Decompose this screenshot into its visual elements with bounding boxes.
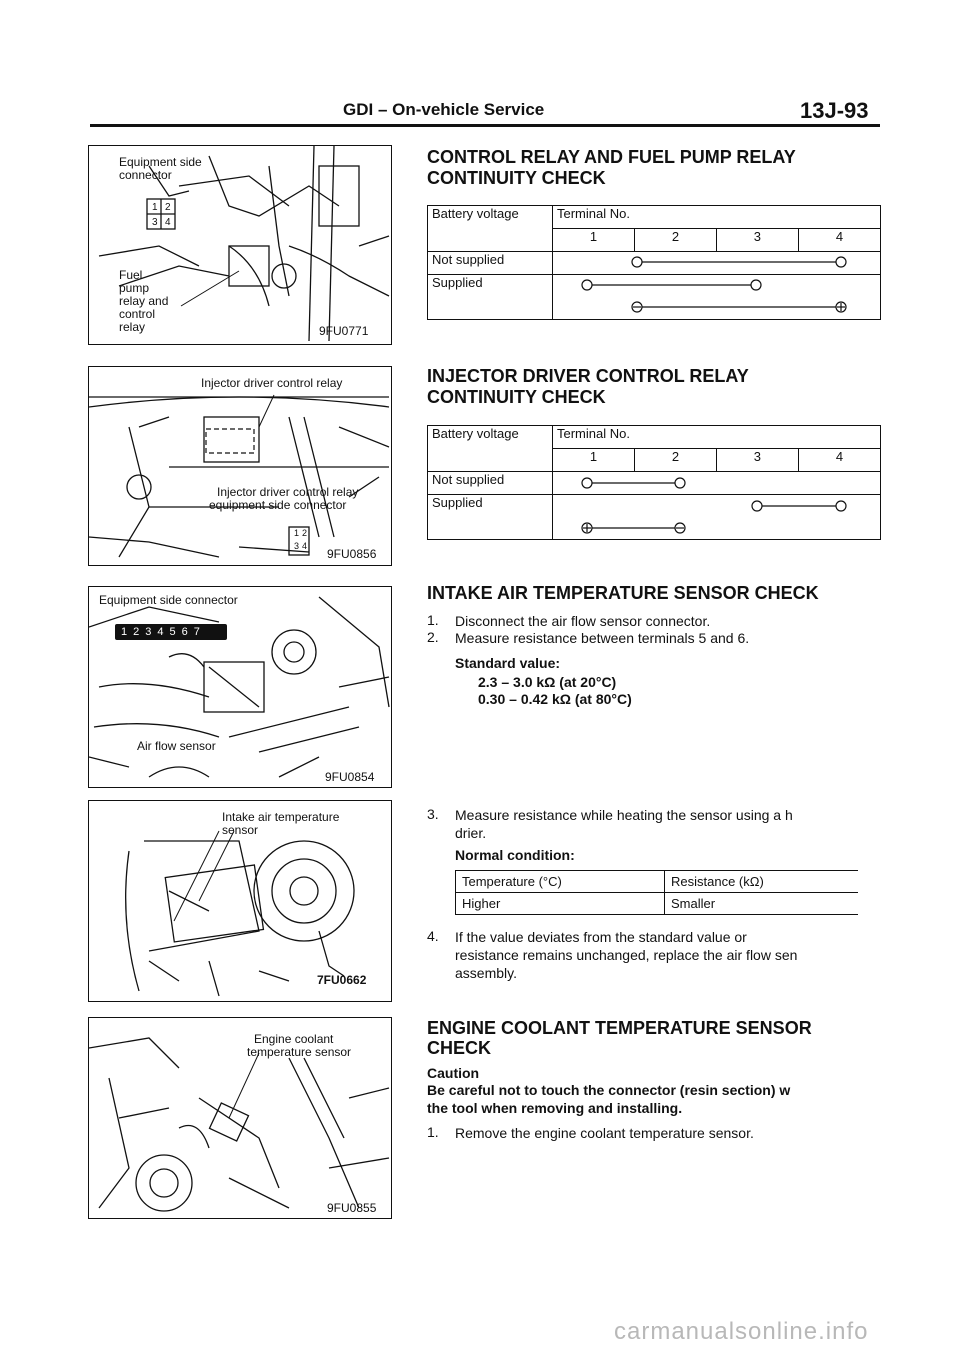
connector-pin: 3 xyxy=(152,217,158,228)
injector-relay-illustration xyxy=(89,367,391,565)
page-header-title: GDI – On-vehicle Service xyxy=(343,100,545,119)
step-number: 4. xyxy=(427,928,439,944)
table-cell: Smaller xyxy=(665,893,859,915)
section-title: CONTINUITY CHECK xyxy=(427,387,606,407)
step-number: 1. xyxy=(427,612,439,628)
figure-fuel-pump-relay xyxy=(88,145,392,345)
step-text: If the value deviates from the standard value or xyxy=(455,929,747,945)
caution-text: the tool when removing and installing. xyxy=(427,1100,683,1116)
standard-value: 0.30 – 0.42 kΩ (at 80°C) xyxy=(478,691,632,707)
figure-label: temperature sensor xyxy=(247,1045,352,1059)
table-header: Battery voltage xyxy=(428,206,553,252)
section-title: INJECTOR DRIVER CONTROL RELAY xyxy=(427,366,749,386)
terminal-number: 2 xyxy=(634,449,716,472)
table-header: Resistance (kΩ) xyxy=(665,871,859,893)
relay-continuity-marks xyxy=(427,205,881,325)
figure-label: relay xyxy=(119,320,146,334)
figure-code: 9FU0854 xyxy=(325,770,375,784)
section-title: ENGINE COOLANT TEMPERATURE SENSOR xyxy=(427,1018,812,1038)
figure-label: control xyxy=(119,307,156,321)
figure-air-flow-sensor xyxy=(88,586,392,788)
table-header: Battery voltage xyxy=(428,426,553,472)
air-flow-sensor-illustration xyxy=(89,587,391,787)
figure-label: Injector driver control relay xyxy=(201,376,343,390)
step-number: 2. xyxy=(427,629,439,645)
figure-label: sensor xyxy=(222,823,259,837)
caution-text: Be careful not to touch the connector (resin section) w xyxy=(427,1082,791,1098)
connector-pin: 1 xyxy=(121,626,134,638)
figure-label: Engine coolant xyxy=(254,1032,334,1046)
step-text: resistance remains unchanged, replace the air flow sen xyxy=(455,947,798,963)
caution-label: Caution xyxy=(427,1065,480,1081)
section-title: CHECK xyxy=(427,1038,492,1058)
connector-pin: 3 xyxy=(145,626,158,638)
table-header: Terminal No. xyxy=(553,206,881,229)
connector-pin: 4 xyxy=(157,626,170,638)
table-cell: Higher xyxy=(456,893,665,915)
connector-pin: 2 xyxy=(302,528,308,538)
terminal-number: 2 xyxy=(634,229,716,252)
connector-pin-row xyxy=(121,626,206,639)
step-text: assembly. xyxy=(455,965,517,981)
connector-pin: 6 xyxy=(181,626,194,638)
connector-pin: 4 xyxy=(165,217,171,228)
connector-pin: 2 xyxy=(133,626,146,638)
connector-pin: 4 xyxy=(302,541,308,551)
step-text: Disconnect the air flow sensor connector. xyxy=(455,613,711,629)
figure-label: Injector driver control relay xyxy=(217,485,359,499)
terminal-number: 3 xyxy=(716,449,798,472)
figure-code: 7FU0662 xyxy=(317,973,367,987)
step-text: Remove the engine coolant temperature sensor. xyxy=(455,1125,754,1141)
figure-label: Intake air temperature xyxy=(222,810,340,824)
figure-code: 9FU0855 xyxy=(327,1201,377,1215)
table-row-label: Not supplied xyxy=(428,252,553,275)
connector-pin: 1 xyxy=(152,202,158,213)
connector-pin: 1 xyxy=(294,528,300,538)
watermark: carmanualsonline.info xyxy=(614,1318,869,1345)
step-number: 3. xyxy=(427,806,439,822)
figure-injector-relay xyxy=(88,366,392,566)
figure-coolant-sensor xyxy=(88,1017,392,1219)
figure-label: connector xyxy=(119,168,172,182)
normal-condition-label: Normal condition: xyxy=(455,847,575,863)
table-row-label: Supplied xyxy=(428,275,553,320)
terminal-number: 4 xyxy=(798,229,880,252)
figure-label: Air flow sensor xyxy=(137,739,216,753)
section-title: CONTINUITY CHECK xyxy=(427,168,606,188)
figure-code: 9FU0856 xyxy=(327,547,377,561)
terminal-number: 1 xyxy=(553,229,635,252)
injector-continuity-marks xyxy=(427,425,881,545)
connector-pin: 2 xyxy=(165,202,171,213)
table-header: Terminal No. xyxy=(553,426,881,449)
terminal-number: 4 xyxy=(798,449,880,472)
figure-intake-air-temp-sensor xyxy=(88,800,392,1002)
figure-code: 9FU0771 xyxy=(319,324,369,338)
header-rule xyxy=(90,124,880,127)
connector-pin: 5 xyxy=(169,626,182,638)
figure-label: Equipment side connector xyxy=(99,593,238,607)
figure-label: pump xyxy=(119,281,150,295)
terminal-number: 1 xyxy=(553,449,635,472)
standard-value: 2.3 – 3.0 kΩ (at 20°C) xyxy=(478,674,617,690)
terminal-number: 3 xyxy=(716,229,798,252)
figure-label: Fuel xyxy=(119,268,143,282)
section-title: INTAKE AIR TEMPERATURE SENSOR CHECK xyxy=(427,583,819,603)
section-title: CONTROL RELAY AND FUEL PUMP RELAY xyxy=(427,147,796,167)
page-number: 13J-93 xyxy=(800,98,869,123)
step-text: Measure resistance between terminals 5 and 6. xyxy=(455,630,750,646)
step-text: Measure resistance while heating the sensor using a h xyxy=(455,807,793,823)
connector-pin: 7 xyxy=(193,626,206,638)
table-header: Temperature (°C) xyxy=(456,871,665,893)
figure-label: equipment side connector xyxy=(209,498,347,512)
figure-label: relay and xyxy=(119,294,169,308)
step-text: drier. xyxy=(455,825,487,841)
figure-label: Equipment side xyxy=(119,155,202,169)
connector-pin: 3 xyxy=(294,541,300,551)
table-row-label: Not supplied xyxy=(428,472,553,495)
table-row-label: Supplied xyxy=(428,495,553,540)
step-number: 1. xyxy=(427,1124,439,1140)
standard-value-label: Standard value: xyxy=(455,655,561,671)
resistance-table xyxy=(455,870,858,915)
